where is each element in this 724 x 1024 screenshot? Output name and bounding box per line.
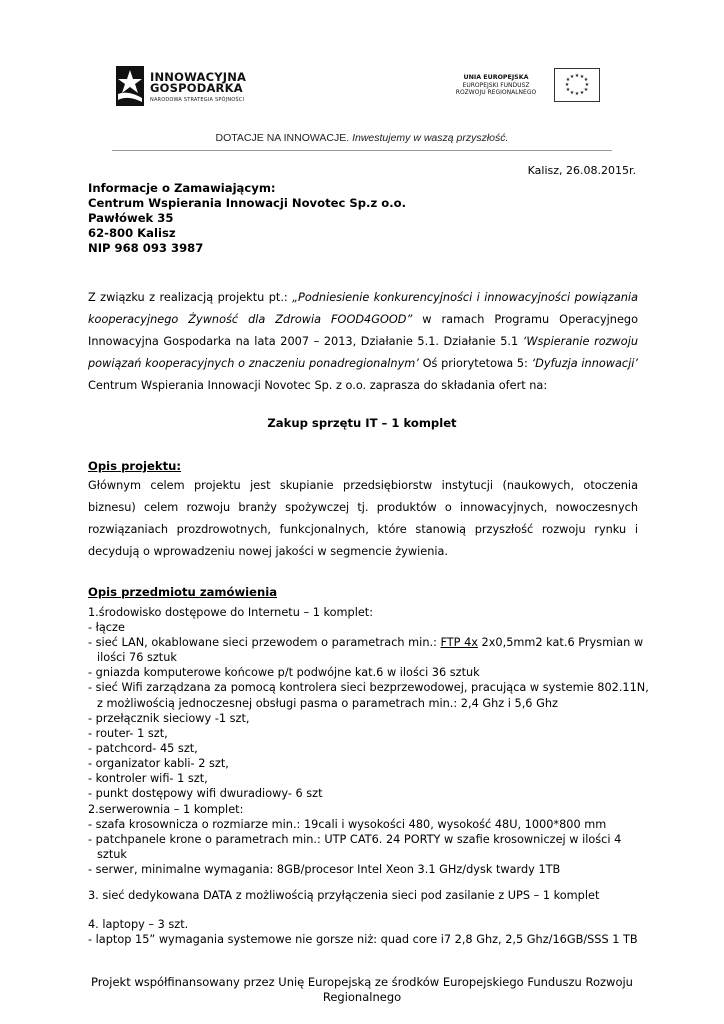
svg-text:★: ★ bbox=[584, 82, 590, 88]
logo-line-1: INNOWACYJNA bbox=[150, 70, 247, 84]
eu-logo bbox=[440, 66, 600, 108]
list-item-continuation: sztuk bbox=[97, 848, 127, 862]
list-item: - router- 1 szt, bbox=[88, 726, 168, 740]
intro-text-2: w ramach Programu Operacyjnego Innowacyjna Gospodarka na lata 2007 – 2013, Działanie 5.1. Działanie 5.1 bbox=[88, 313, 638, 348]
priority-axis-title: ‘Dyfuzja innowacji’ bbox=[531, 357, 639, 370]
logo-line-2: GOSPODARKA bbox=[150, 81, 243, 95]
section-4-title: 4. laptopy – 3 szt. bbox=[88, 918, 189, 931]
section-2-title: 2.serwerownia – 1 komplet: bbox=[88, 803, 244, 816]
list-item-continuation: z możliwością jednoczesnej obsługi pasma o parametrach min.: 2,4 Ghz i 5,6 Ghz bbox=[97, 696, 558, 710]
svg-text:★: ★ bbox=[579, 90, 585, 96]
svg-text:★: ★ bbox=[565, 77, 571, 83]
list-item: - patchcord- 45 szt, bbox=[88, 741, 198, 755]
order-section-2 bbox=[88, 802, 648, 877]
svg-text:★: ★ bbox=[574, 91, 580, 97]
svg-text:★: ★ bbox=[579, 74, 585, 80]
footer-line-2: Regionalnego bbox=[322, 990, 402, 1004]
buyer-nip: NIP 968 093 3987 bbox=[88, 241, 204, 255]
footer-line-1: Projekt współfinansowany przez Unię Europejską ze środków Europejskiego Funduszu Rozwoju bbox=[91, 975, 633, 989]
list-item: - organizator kabli- 2 szt, bbox=[88, 756, 229, 770]
order-section-3: 3. sieć dedykowana DATA z możliwością przyłączenia sieci pod zasilanie z UPS – 1 komplet bbox=[88, 889, 600, 902]
eu-logo-line-2: EUROPEJSKI FUNDUSZ bbox=[462, 81, 530, 89]
star-emblem-icon bbox=[112, 62, 146, 110]
header-tagline bbox=[0, 132, 724, 144]
list-item: - punkt dostępowy wifi dwuradiowy- 6 szt bbox=[88, 787, 323, 801]
intro-text-4: Centrum Wspierania Innowacji Novotec Sp. z o.o. zaprasza do składania ofert na: bbox=[88, 379, 548, 392]
svg-text:★: ★ bbox=[569, 90, 575, 96]
measure-title: ‘Wspieranie rozwoju powiązań kooperacyjnych o znaczeniu ponadregionalnym’ bbox=[88, 335, 639, 370]
order-section-1 bbox=[88, 605, 648, 801]
eu-logo-line-3: ROZWOJU REGIONALNEGO bbox=[455, 89, 537, 96]
list-item: - sieć Wifi zarządzana za pomocą kontrolera sieci bezprzewodowej, pracująca w systemie 802.11N, bbox=[88, 681, 649, 695]
order-section-4 bbox=[88, 917, 648, 947]
list-item: - szafa krosownicza o rozmiarze min.: 19cali i wysokości 480, wysokość 48U, 1000*800 mm bbox=[88, 818, 607, 832]
project-description-text: Głównym celem projektu jest skupianie przedsiębiorstw instytucji (naukowych, otoczenia biznesu) celem rozwoju branży spożywczej tj. produktów o innowacyjnych, nowoczesnych rozwiązaniach prozdrowotnych, funkcjonalnych, które stanowią przyszłość rozwoju rynku i decydują o wprowadzeniu nowej jakości w segmencie żywienia. bbox=[88, 479, 638, 558]
list-item: - serwer, minimalne wymagania: 8GB/procesor Intel Xeon 3.1 GHz/dysk twardy 1TB bbox=[88, 863, 561, 877]
list-item: - przełącznik sieciowy -1 szt, bbox=[88, 711, 250, 725]
logo-subtitle: NARODOWA STRATEGIA SPÓJNOŚCI bbox=[150, 97, 245, 103]
list-item: - gniazda komputerowe końcowe p/t podwójne kat.6 w ilości 36 sztuk bbox=[88, 666, 480, 680]
buyer-name: Centrum Wspierania Innowacji Novotec Sp.z o.o. bbox=[88, 196, 406, 210]
list-item: - łącze bbox=[88, 621, 125, 635]
list-item-continuation: ilości 76 sztuk bbox=[97, 651, 177, 665]
list-item: - sieć LAN, okablowane sieci przewodem o parametrach min.: FTP 4x 2x0,5mm2 kat.6 Prysmian w bbox=[88, 636, 644, 650]
eu-logo-line-1: UNIA EUROPEJSKA bbox=[463, 74, 529, 81]
buyer-city: 62-800 Kalisz bbox=[88, 226, 176, 240]
svg-text:★: ★ bbox=[583, 87, 589, 93]
list-item: - kontroler wifi- 1 szt, bbox=[88, 772, 208, 786]
tagline-italic: Inwestujemy w waszą przyszłość. bbox=[352, 132, 509, 144]
cable-type: FTP 4x bbox=[440, 636, 478, 650]
svg-text:★: ★ bbox=[574, 73, 580, 79]
header-divider bbox=[112, 150, 612, 151]
order-description-title: Opis przedmiotu zamówienia bbox=[88, 585, 278, 599]
buyer-info bbox=[88, 181, 406, 256]
offer-heading: Zakup sprzętu IT – 1 komplet bbox=[267, 416, 457, 430]
intro-text-3: Oś priorytetowa 5: bbox=[418, 357, 532, 370]
svg-text:★: ★ bbox=[564, 82, 570, 88]
list-item: - patchpanele krone o parametrach min.: UTP CAT6. 24 PORTY w szafie krosowniczej w ilości 4 bbox=[88, 833, 622, 847]
intro-text-1: Z związku z realizacją projektu pt.: bbox=[88, 291, 293, 304]
svg-text:★: ★ bbox=[565, 87, 571, 93]
svg-text:★: ★ bbox=[583, 77, 589, 83]
buyer-street: Pawłówek 35 bbox=[88, 211, 174, 225]
list-item: - laptop 15” wymagania systemowe nie gorsze niż: quad core i7 2,8 Ghz, 2,5 Ghz/16GB/SSS 1 TB bbox=[88, 933, 638, 947]
footer bbox=[0, 975, 724, 1005]
svg-text:★: ★ bbox=[569, 74, 575, 80]
project-title: „Podniesienie konkurencyjności i innowacyjności powiązania kooperacyjnego Żywność dla Zdrowia FOOD4GOOD” bbox=[88, 291, 638, 326]
buyer-info-heading: Informacje o Zamawiającym: bbox=[88, 181, 276, 195]
eu-flag-icon bbox=[554, 68, 600, 102]
innowacyjna-gospodarka-logo bbox=[112, 62, 262, 112]
tagline-main: DOTACJE NA INNOWACJE. bbox=[215, 132, 350, 144]
document-date: Kalisz, 26.08.2015r. bbox=[527, 164, 636, 177]
intro-paragraph bbox=[88, 287, 638, 397]
project-description-title: Opis projektu: bbox=[88, 459, 182, 473]
section-1-title: 1.środowisko dostępowe do Internetu – 1 komplet: bbox=[88, 606, 374, 619]
